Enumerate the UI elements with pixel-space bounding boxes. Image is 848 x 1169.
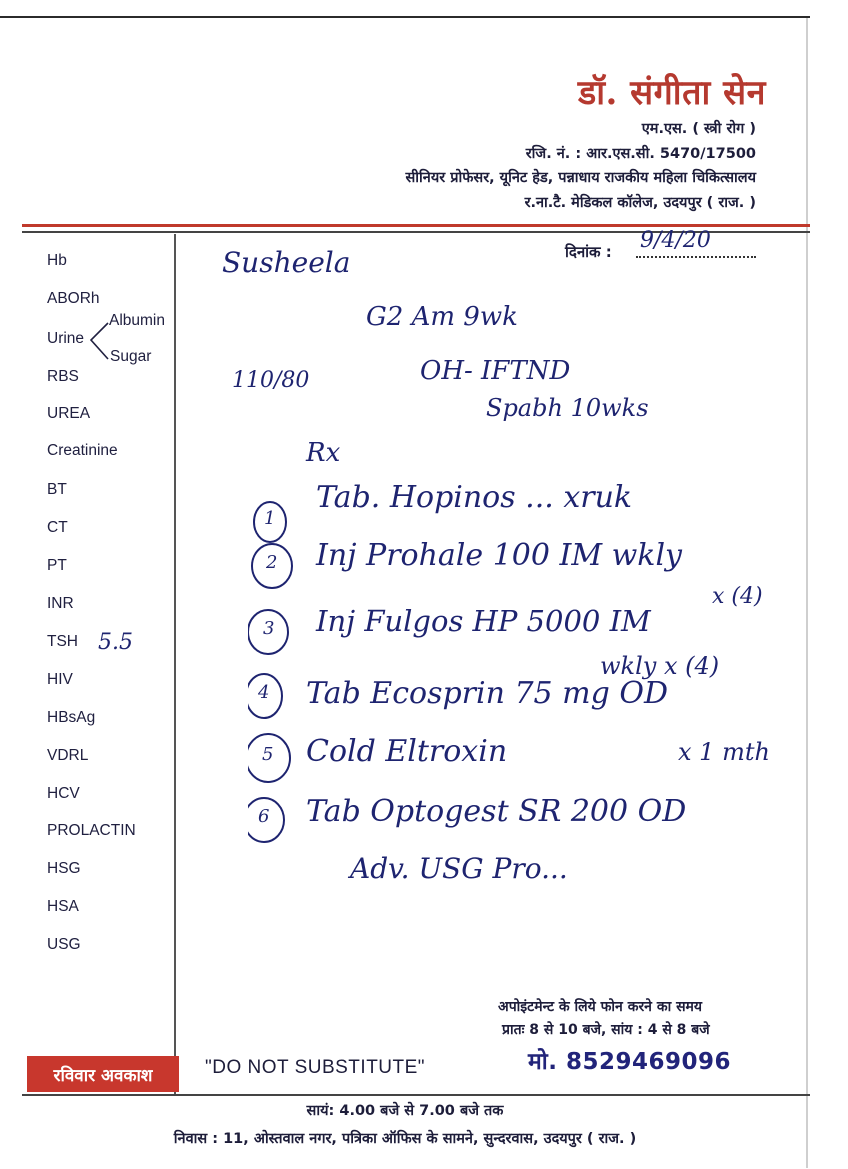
med-number-3: 3 <box>263 618 275 639</box>
test-item: CT <box>47 519 68 536</box>
test-item: HSG <box>47 860 81 877</box>
registration-number: रजि. नं. : आर.एस.सी. 5470/17500 <box>525 146 756 162</box>
med-number-4: 4 <box>258 682 270 703</box>
designation: सीनियर प्रोफेसर, यूनिट हेड, पन्नाधाय राजकीय महिला चिकित्सालय <box>405 170 756 186</box>
test-item: INR <box>47 595 74 612</box>
medication-6: Tab Optogest SR 200 OD <box>306 794 687 829</box>
appointment-timing-title: अपोइंटमेन्ट के लिये फोन करने का समय <box>498 999 703 1015</box>
test-item: HSA <box>47 898 79 915</box>
test-item: HIV <box>47 671 73 688</box>
date-value: 9/4/20 <box>640 228 711 253</box>
test-item: ABORh <box>47 290 100 307</box>
test-item: USG <box>47 936 81 953</box>
obstetric-history: G2 Am 9wk <box>366 302 518 332</box>
test-item: VDRL <box>47 747 89 764</box>
tests-column-divider <box>174 234 176 1094</box>
test-item: Hb <box>47 252 67 269</box>
do-not-substitute-label: "DO NOT SUBSTITUTE" <box>205 1057 426 1078</box>
medication-4: Tab Ecosprin 75 mg OD <box>306 676 669 711</box>
advice-note: Adv. USG Pro... <box>350 852 568 885</box>
urine-albumin: Albumin <box>109 312 165 329</box>
header-rule-red <box>22 224 810 227</box>
medication-1: Tab. Hopinos ... xruk <box>316 480 633 515</box>
medication-5: Cold Eltroxin <box>306 734 508 769</box>
medication-5-duration: x 1 mth <box>678 738 770 766</box>
test-item: Urine <box>47 330 85 347</box>
obstetric-history-2: OH- IFTND <box>420 356 571 386</box>
college-name: र.ना.टै. मेडिकल कॉलेज, उदयपुर ( राज. ) <box>524 195 756 211</box>
rx-symbol: Rx <box>306 438 341 468</box>
medication-3-schedule: wkly x (4) <box>600 652 720 680</box>
medication-2-duration: x (4) <box>712 584 763 609</box>
test-item: UREA <box>47 405 91 422</box>
test-item: TSH <box>47 633 78 650</box>
medication-3: Inj Fulgos HP 5000 IM <box>316 604 651 638</box>
date-label: दिनांक : <box>565 243 612 261</box>
med-number-1: 1 <box>264 508 276 529</box>
med-number-5: 5 <box>262 744 274 765</box>
residence-address: निवास : 11, ओस्तवाल नगर, पत्रिका ऑफिस के सामने, सुन्दरवास, उदयपुर ( राज. ) <box>173 1131 637 1147</box>
med-number-2: 2 <box>266 552 278 573</box>
blood-pressure: 110/80 <box>232 368 310 393</box>
test-item: RBS <box>47 368 79 385</box>
test-item: HBsAg <box>47 709 96 726</box>
top-border-line <box>0 16 810 18</box>
test-item: PT <box>47 557 67 574</box>
test-item: HCV <box>47 785 80 802</box>
urine-bracket <box>88 320 110 362</box>
right-edge-line <box>806 18 808 1168</box>
obstetric-history-3: Spabh 10wks <box>486 394 649 422</box>
test-item: PROLACTIN <box>47 822 136 839</box>
tsh-handwritten-value: 5.5 <box>98 630 133 655</box>
phone-number: मो. 8529469096 <box>528 1049 731 1075</box>
patient-name: Susheela <box>222 246 351 279</box>
test-item: Creatinine <box>47 442 118 459</box>
urine-sugar: Sugar <box>110 348 152 365</box>
doctor-name: डॉ. संगीता सेन <box>578 73 766 113</box>
evening-hours: सायं: 4.00 बजे से 7.00 बजे तक <box>306 1103 504 1119</box>
appointment-timing-hours: प्रातः 8 से 10 बजे, सांय : 4 से 8 बजे <box>502 1022 710 1038</box>
test-item: BT <box>47 481 67 498</box>
sunday-holiday-badge: रविवार अवकाश <box>27 1056 179 1092</box>
medication-2: Inj Prohale 100 IM wkly <box>316 538 682 573</box>
date-line <box>636 256 756 258</box>
qualification: एम.एस. ( स्त्री रोग ) <box>641 121 756 137</box>
footer-rule-dark <box>22 1094 810 1096</box>
med-number-6: 6 <box>258 806 270 827</box>
